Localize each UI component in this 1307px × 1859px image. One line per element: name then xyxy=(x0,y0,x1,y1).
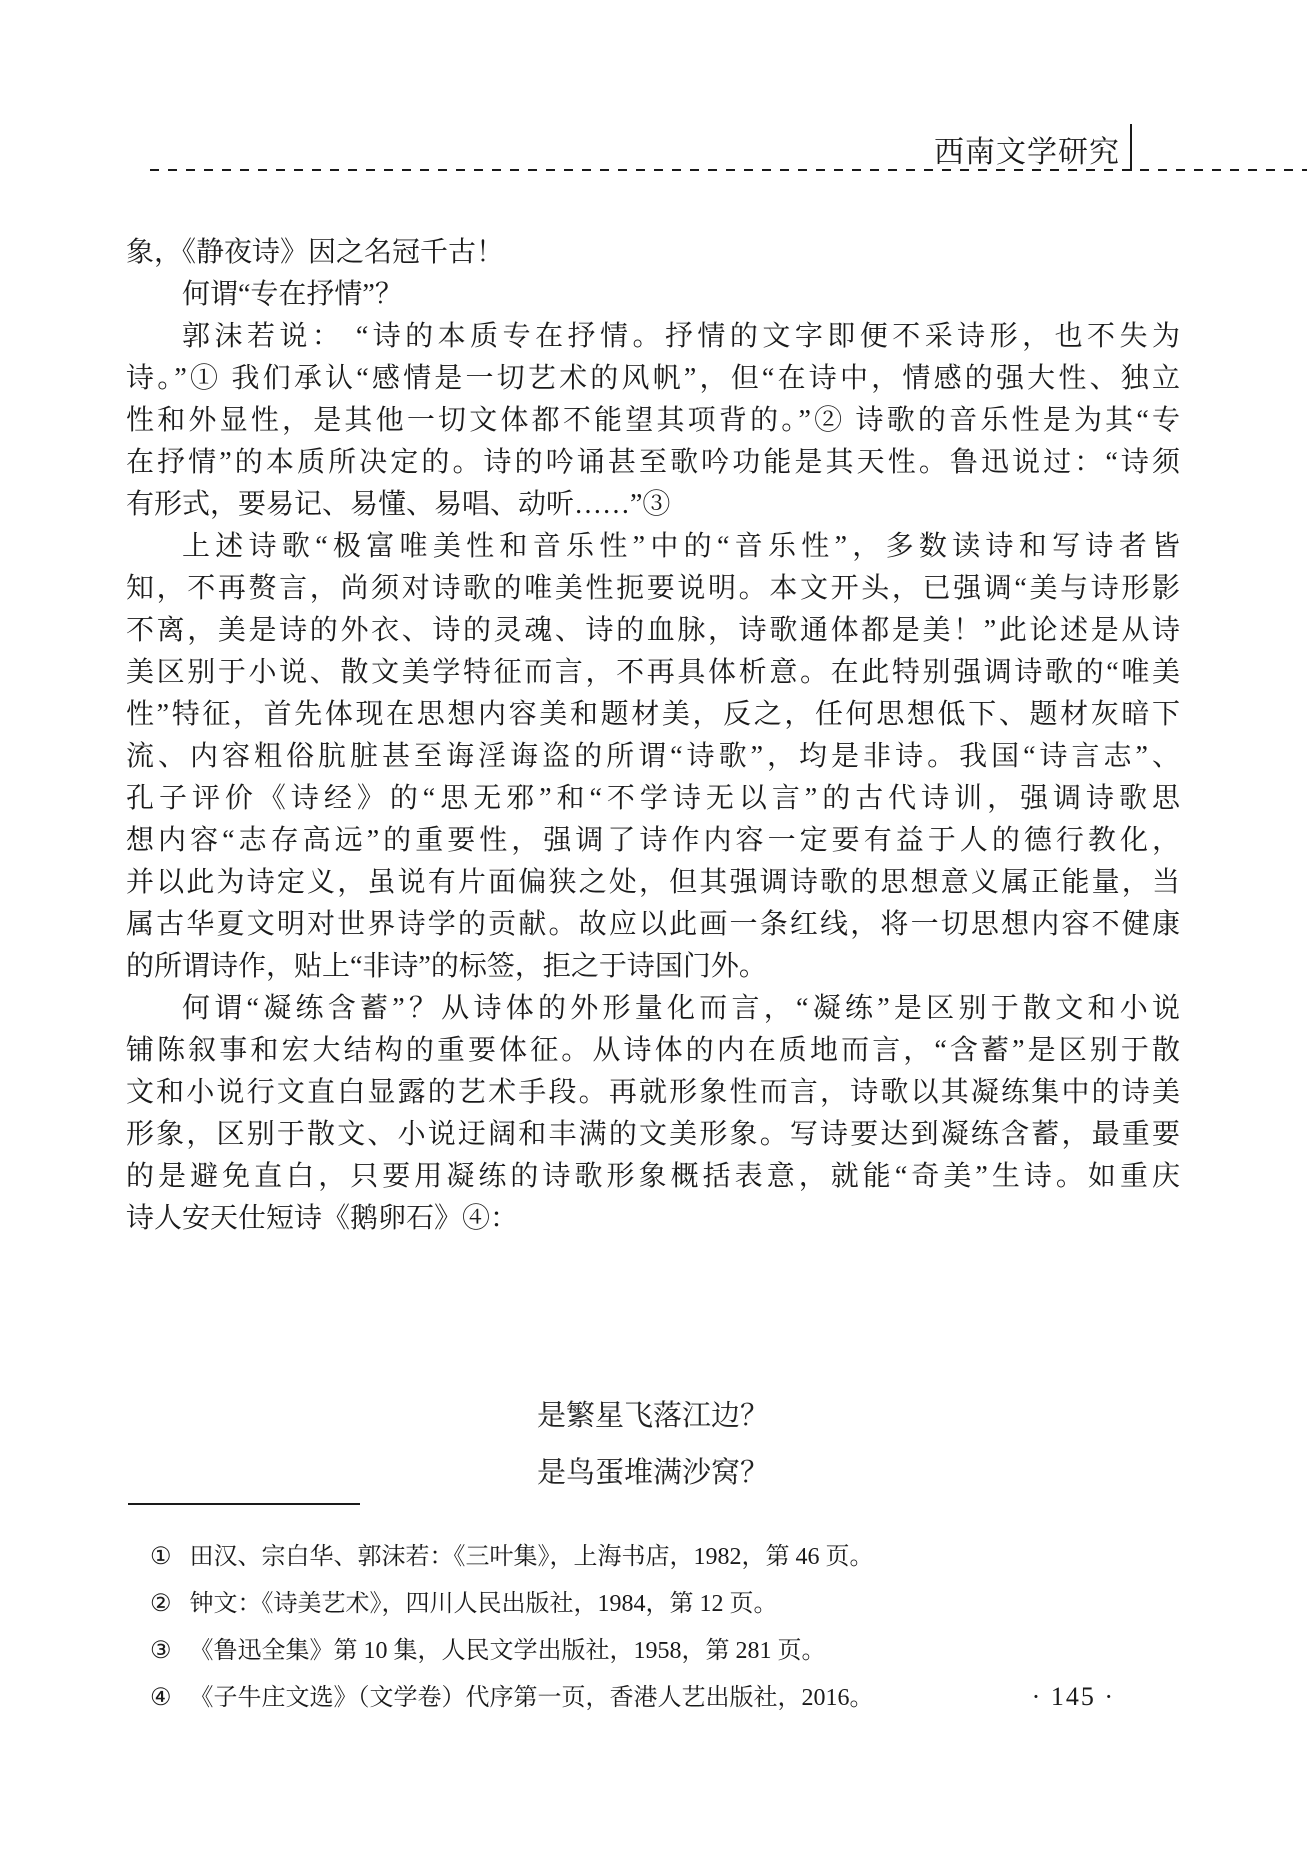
body-line: 象，《静夜诗》因之名冠千古！ xyxy=(126,237,505,268)
journal-title: 西南文学研究 xyxy=(934,136,1120,169)
body-line: 诗人安天仕短诗《鹅卵石》④： xyxy=(126,1203,519,1234)
body-line: 何谓“专在抒情”？ xyxy=(182,279,403,310)
header-vertical-bar xyxy=(1130,124,1132,171)
body-line: 有形式，要易记、易懂、易唱、动听……”③ xyxy=(126,489,671,520)
footnote-marker: ① xyxy=(150,1544,172,1570)
page-number: · 145 · xyxy=(1031,1682,1115,1711)
article-body xyxy=(126,232,1180,1240)
body-line: 想内容“志存高远”的重要性，强调了诗作内容一定要有益于人的德行教化， xyxy=(126,825,1180,856)
footnote-text: 田汉、宗白华、郭沫若：《三叶集》，上海书店，1982，第 46 页。 xyxy=(189,1544,874,1570)
header-dashed-divider xyxy=(150,169,1307,171)
footnote-text: 《鲁迅全集》第 10 集，人民文学出版社，1958，第 281 页。 xyxy=(189,1638,826,1664)
body-line: 在抒情”的本质所决定的。诗的吟诵甚至歌吟功能是其天性。鲁迅说过：“诗须 xyxy=(126,447,1180,478)
body-line: 形象，区别于散文、小说迂阔和丰满的文美形象。写诗要达到凝练含蓄，最重要 xyxy=(126,1119,1180,1150)
footnote-marker: ③ xyxy=(150,1638,172,1664)
poem-line: 是鸟蛋堆满沙窝？ xyxy=(536,1457,769,1489)
body-line: 不离，美是诗的外衣、诗的灵魂、诗的血脉，诗歌通体都是美！”此论述是从诗 xyxy=(126,615,1180,646)
footnote-item xyxy=(126,1534,1180,1581)
footnote-text: 钟文：《诗美艺术》，四川人民出版社，1984，第 12 页。 xyxy=(189,1591,778,1617)
footnote-marker: ④ xyxy=(150,1685,172,1711)
footnote-item xyxy=(126,1675,1180,1722)
body-line: 文和小说行文直白显露的艺术手段。再就形象性而言，诗歌以其凝练集中的诗美 xyxy=(126,1077,1180,1108)
footnotes-block xyxy=(126,1534,1180,1722)
footnote-separator xyxy=(128,1503,360,1505)
body-line: 美区别于小说、散文美学特征而言，不再具体析意。在此特别强调诗歌的“唯美 xyxy=(126,657,1180,688)
body-line: 何谓“凝练含蓄”？从诗体的外形量化而言，“凝练”是区别于散文和小说 xyxy=(182,993,1180,1024)
body-line: 性”特征，首先体现在思想内容美和题材美，反之，任何思想低下、题材灰暗下 xyxy=(126,699,1180,730)
body-line: 并以此为诗定义，虽说有片面偏狭之处，但其强调诗歌的思想意义属正能量，当 xyxy=(126,867,1180,898)
body-line: 上述诗歌“极富唯美性和音乐性”中的“音乐性”，多数读诗和写诗者皆 xyxy=(182,531,1180,562)
footnote-item xyxy=(126,1581,1180,1628)
poem-block xyxy=(126,1388,1180,1502)
footnote-marker: ② xyxy=(150,1591,172,1617)
footnote-text: 《子牛庄文选》（文学卷）代序第一页，香港人艺出版社，2016。 xyxy=(189,1685,874,1711)
body-line: 属古华夏文明对世界诗学的贡献。故应以此画一条红线，将一切思想内容不健康 xyxy=(126,909,1180,940)
body-line: 的是避免直白，只要用凝练的诗歌形象概括表意，就能“奇美”生诗。如重庆 xyxy=(126,1161,1180,1192)
footnote-item xyxy=(126,1628,1180,1675)
body-line: 诗。”① 我们承认“感情是一切艺术的风帆”，但“在诗中，情感的强大性、独立 xyxy=(126,363,1180,394)
body-line: 郭沫若说： “诗的本质专在抒情。抒情的文字即便不采诗形，也不失为 xyxy=(182,321,1180,352)
body-line: 铺陈叙事和宏大结构的重要体征。从诗体的内在质地而言，“含蓄”是区别于散 xyxy=(126,1035,1180,1066)
body-line: 孔子评价《诗经》的“思无邪”和“不学诗无以言”的古代诗训，强调诗歌思 xyxy=(126,783,1180,814)
body-line: 知，不再赘言，尚须对诗歌的唯美性扼要说明。本文开头，已强调“美与诗形影 xyxy=(126,573,1180,604)
body-line: 性和外显性，是其他一切文体都不能望其项背的。”② 诗歌的音乐性是为其“专 xyxy=(126,405,1180,436)
body-line: 的所谓诗作，贴上“非诗”的标签，拒之于诗国门外。 xyxy=(126,951,767,982)
poem-line: 是繁星飞落江边？ xyxy=(536,1400,769,1432)
body-line: 流、内容粗俗肮脏甚至诲淫诲盗的所谓“诗歌”，均是非诗。我国“诗言志”、 xyxy=(126,741,1180,772)
